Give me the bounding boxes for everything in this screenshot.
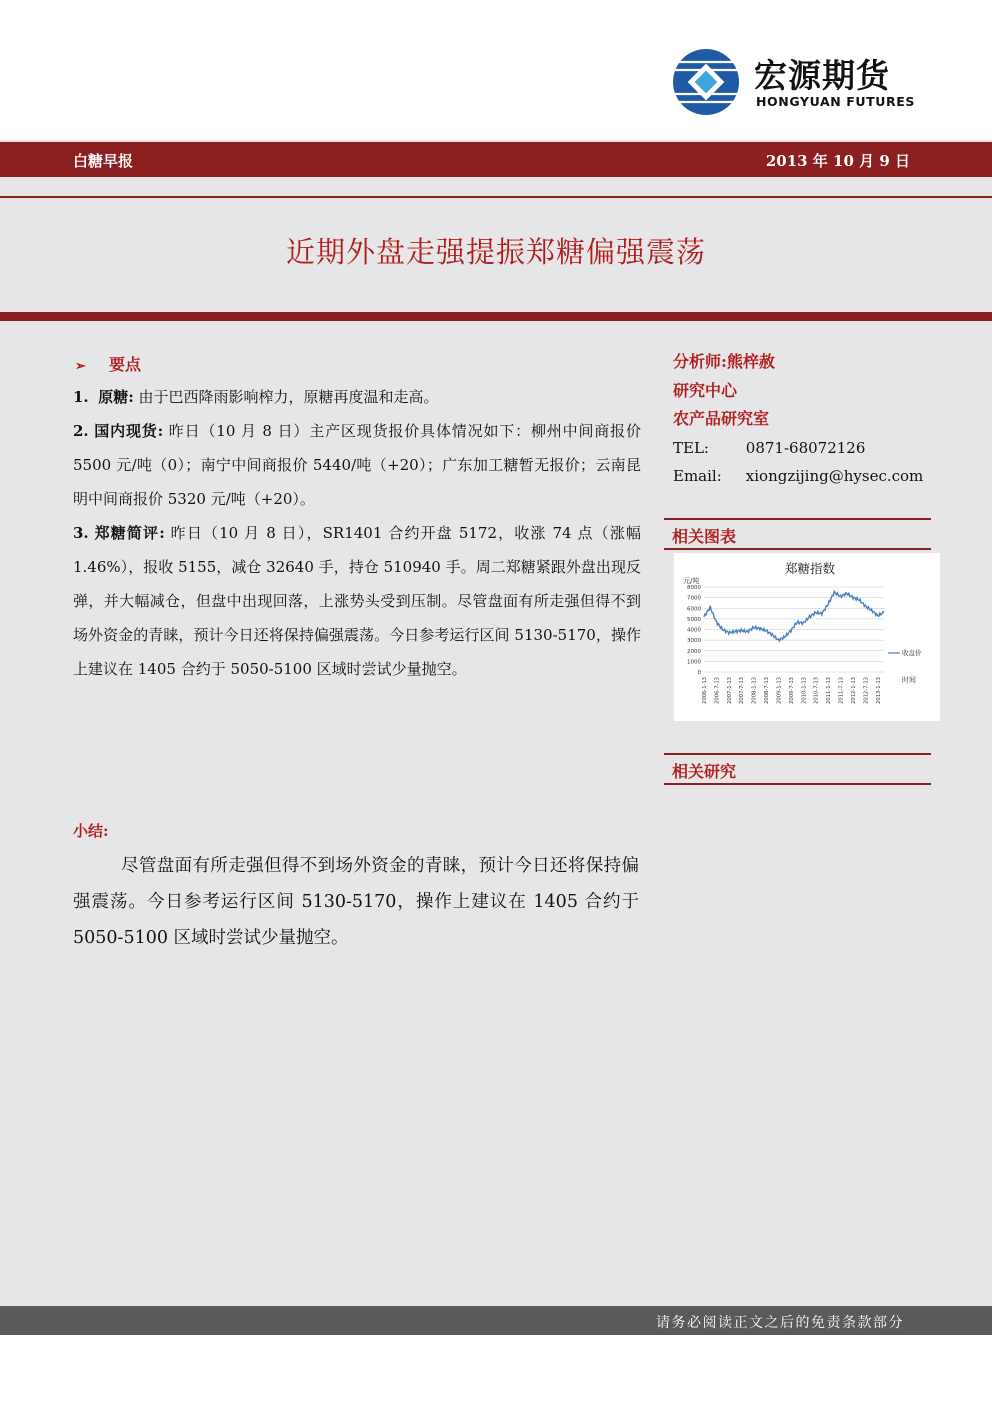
report-date: 2013 年 10 月 9 日 xyxy=(765,152,910,170)
title-divider xyxy=(0,312,992,321)
chart-legend-label: 收盘价 xyxy=(902,649,922,657)
disclaimer-link[interactable]: 请务必阅读正文之后的免责条款部分 xyxy=(656,1315,904,1331)
related-charts-title: 相关图表 xyxy=(672,527,737,546)
chart-x-tick-label: 2006-1-13 xyxy=(702,677,708,704)
key-point-text: 由于巴西降雨影响榨力，原糖再度温和走高。 xyxy=(138,388,439,406)
chart-x-tick-label: 2008-7-13 xyxy=(764,677,771,704)
chart-y-tick-label: 6000 xyxy=(687,606,701,613)
key-point-3 xyxy=(73,516,641,686)
chart-x-tick-label: 2009-7-13 xyxy=(788,677,795,704)
chart-y-tick-label: 5000 xyxy=(687,616,701,623)
email-value[interactable]: xiongzijing@hysec.com xyxy=(745,466,924,485)
arrow-bullet-icon: ➢ xyxy=(75,359,86,374)
research-center: 研究中心 xyxy=(673,380,738,400)
header-bar xyxy=(0,142,992,177)
contact-tel xyxy=(673,434,933,462)
key-point-num: 1. xyxy=(73,388,89,406)
key-points-heading xyxy=(73,348,641,384)
tel-value: 0871-68072126 xyxy=(745,438,866,457)
chart-x-tick-label: 2010-7-13 xyxy=(813,677,820,704)
chart-x-tick-label: 2011-7-13 xyxy=(838,677,845,704)
analyst-sidebar xyxy=(673,348,933,490)
chart-x-tick-label: 2012-1-13 xyxy=(850,677,857,704)
chart-series-line xyxy=(704,591,884,641)
sugar-index-chart xyxy=(674,553,940,721)
key-points-section xyxy=(73,348,641,686)
key-point-2 xyxy=(73,414,641,516)
chart-x-tick-label: 2007-7-13 xyxy=(739,677,746,704)
key-point-1 xyxy=(73,380,641,414)
hongyuan-logo-icon xyxy=(672,48,740,116)
chart-title: 郑糖指数 xyxy=(784,561,836,576)
contact-email xyxy=(673,462,933,490)
summary-text: 尽管盘面有所走强但得不到场外资金的青睐，预计今日还将保持偏强震荡。今日参考运行区间 5130-5170，操作上建议在 1405 合约于 5050-5100 区域时尝试少量抛空。 xyxy=(73,856,639,948)
key-point-num: 3. xyxy=(73,524,89,542)
chart-x-tick-label: 2011-1-13 xyxy=(826,677,833,704)
divider-line xyxy=(0,196,992,198)
key-point-label: 国内现货: xyxy=(94,422,164,440)
chart-x-tick-label: 2007-1-13 xyxy=(726,677,733,704)
chart-y-tick-label: 8000 xyxy=(687,585,701,591)
footer-bar xyxy=(0,1306,992,1335)
key-point-text: 昨日（10 月 8 日），SR1401 合约开盘 5172，收涨 74 点（涨幅 1.46%），报收 5155，减仓 32640 手，持仓 510940 手。周二郑糖紧跟外盘出现反弹，并大幅减仓，但盘中出现回落，上涨势头受到压制。尽管盘面有所走强但得不到场外资金的青睐，预计今日还将保持偏强震荡。今日参考运行区间 5130-5170，操作上建议在 1405 合约于 5050-5100 区域时尝试少量抛空。 xyxy=(73,524,641,678)
key-point-num: 2. xyxy=(73,422,89,440)
company-logo xyxy=(672,46,922,116)
key-point-label: 原糖: xyxy=(98,388,134,406)
agri-research-dept: 农产品研究室 xyxy=(673,409,770,428)
related-research-header xyxy=(664,753,931,785)
chart-svg xyxy=(674,553,940,721)
chart-y-tick-label: 3000 xyxy=(687,638,701,645)
key-point-text: 昨日（10 月 8 日）主产区现货报价具体情况如下：柳州中间商报价 5500 元/吨（0）；南宁中间商报价 5440/吨（+20）；广东加工糖暂无报价；云南昆明中间商报价 5320 元/吨（+20）。 xyxy=(73,422,641,508)
company-name-en: HONGYUAN FUTURES xyxy=(756,94,915,109)
summary-heading: 小结: xyxy=(73,822,109,840)
key-point-label: 郑糖简评: xyxy=(94,524,165,542)
chart-x-tick-label: 2012-7-13 xyxy=(863,677,870,704)
chart-x-tick-label: 2009-1-13 xyxy=(776,677,783,704)
related-charts-header xyxy=(664,518,931,550)
analyst-name: 分析师:熊梓赦 xyxy=(673,352,775,371)
chart-x-tick-label: 2006-7-13 xyxy=(714,677,721,704)
page-title: 近期外盘走强提振郑糖偏强震荡 xyxy=(285,235,706,269)
chart-x-tick-label: 2013-1-13 xyxy=(875,677,882,704)
chart-y-tick-label: 0 xyxy=(697,670,701,676)
chart-y-tick-label: 1000 xyxy=(687,659,701,666)
chart-y-tick-label: 7000 xyxy=(687,595,701,602)
chart-x-tick-label: 2008-1-13 xyxy=(751,677,758,704)
chart-y-tick-label: 2000 xyxy=(687,648,701,655)
email-label: Email: xyxy=(673,466,722,485)
related-research-title: 相关研究 xyxy=(672,762,737,781)
key-points-heading-text: 要点 xyxy=(109,355,142,374)
report-type: 白糖早报 xyxy=(73,152,134,170)
chart-y-tick-label: 4000 xyxy=(687,627,701,634)
tel-label: TEL: xyxy=(673,438,709,457)
company-name-cn: 宏源期货 xyxy=(754,56,890,95)
chart-y-label: 元/吨 xyxy=(683,577,700,585)
chart-x-label: 时间 xyxy=(902,676,916,684)
chart-x-tick-label: 2010-1-13 xyxy=(801,677,808,704)
